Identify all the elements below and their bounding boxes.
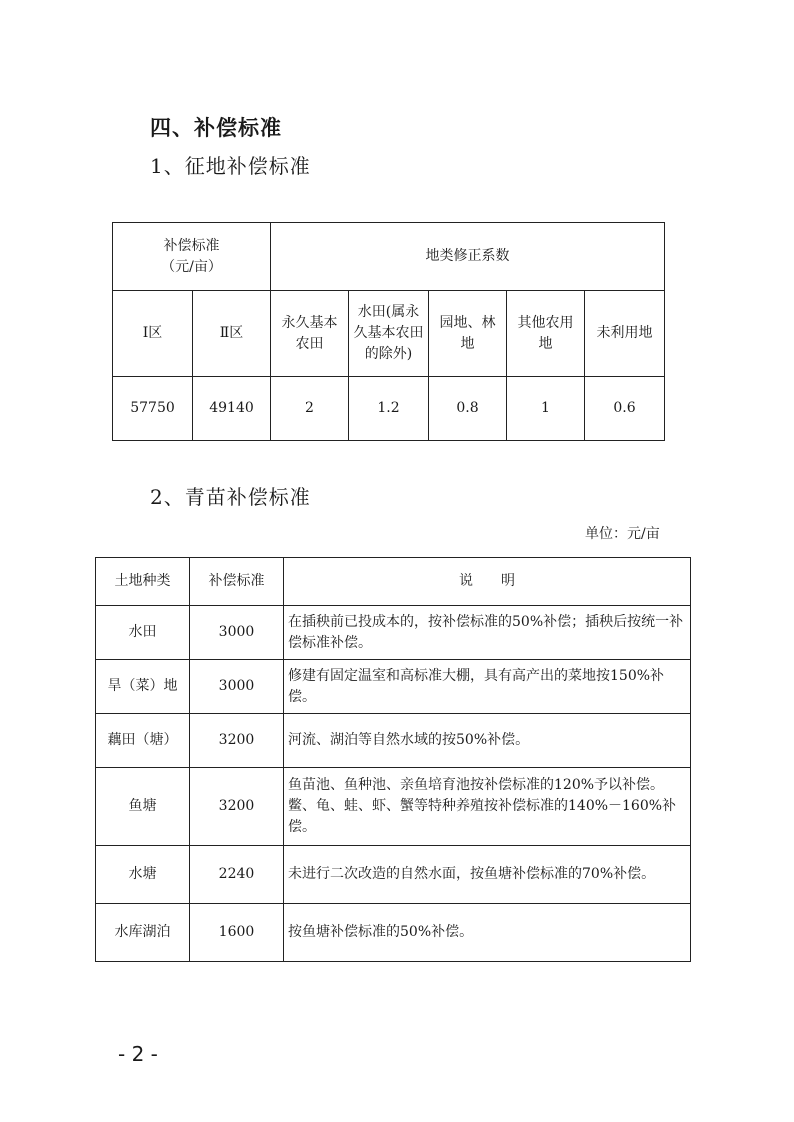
table-cell: 3000	[190, 660, 284, 714]
table-cell: 49140	[193, 377, 271, 441]
table-cell: 1600	[190, 904, 284, 962]
land-compensation-title: 1、征地补偿标准	[150, 154, 311, 178]
table-cell: 修建有固定温室和高标准大棚，具有高产出的菜地按150%补偿。	[284, 660, 691, 714]
table-cell: 水库湖泊	[96, 904, 190, 962]
standard-header-line1: 补偿标准	[163, 237, 220, 254]
column-header: 水田(属永久基本农田的除外)	[349, 291, 429, 377]
table-row	[96, 768, 691, 846]
column-header: 补偿标准	[190, 558, 284, 606]
table-cell: 57750	[113, 377, 193, 441]
standard-header-line2: （元/亩）	[161, 258, 222, 275]
table-cell: 水塘	[96, 846, 190, 904]
table-cell: 旱（菜）地	[96, 660, 190, 714]
table-row	[96, 846, 691, 904]
table-row	[96, 606, 691, 660]
table-cell: 3200	[190, 768, 284, 846]
table-cell: 在插秧前已投成本的，按补偿标准的50%补偿；插秧后按统一补偿标准补偿。	[284, 606, 691, 660]
table-cell: 0.6	[585, 377, 665, 441]
column-header: 土地种类	[96, 558, 190, 606]
table-cell: 2240	[190, 846, 284, 904]
column-header: 永久基本农田	[271, 291, 349, 377]
crop-compensation-table	[95, 557, 691, 962]
crop-compensation-title: 2、青苗补偿标准	[150, 485, 311, 509]
table-cell: 0.8	[429, 377, 507, 441]
column-header: 说 明	[284, 558, 691, 606]
page-number: - 2 -	[118, 1042, 158, 1066]
column-header: 未利用地	[585, 291, 665, 377]
column-header: Ⅱ区	[193, 291, 271, 377]
unit-label: 单位：元/亩	[585, 526, 660, 542]
table-cell: 按鱼塘补偿标准的50%补偿。	[284, 904, 691, 962]
table-row	[113, 291, 665, 377]
table-cell: 水田	[96, 606, 190, 660]
standard-header-cell	[113, 223, 271, 291]
table-cell: 3000	[190, 606, 284, 660]
column-header: 园地、林地	[429, 291, 507, 377]
table-cell: 藕田（塘）	[96, 714, 190, 768]
table-row	[113, 223, 665, 291]
table-row	[96, 660, 691, 714]
table-cell: 鱼塘	[96, 768, 190, 846]
coefficient-header-cell: 地类修正系数	[271, 223, 665, 291]
table-cell: 1.2	[349, 377, 429, 441]
table-cell: 2	[271, 377, 349, 441]
table-cell: 河流、湖泊等自然水域的按50%补偿。	[284, 714, 691, 768]
section-title: 四、补偿标准	[150, 116, 282, 140]
table-cell: 3200	[190, 714, 284, 768]
table-cell: 未进行二次改造的自然水面，按鱼塘补偿标准的70%补偿。	[284, 846, 691, 904]
column-header: 其他农用地	[507, 291, 585, 377]
table-row	[113, 377, 665, 441]
table-cell: 鱼苗池、鱼种池、亲鱼培育池按补偿标准的120%予以补偿。鳖、龟、蛙、虾、蟹等特种养殖按补偿标准的140%－160%补偿。	[284, 768, 691, 846]
table-row	[96, 558, 691, 606]
table-row	[96, 904, 691, 962]
table-row	[96, 714, 691, 768]
land-compensation-table	[112, 222, 665, 441]
column-header: Ⅰ区	[113, 291, 193, 377]
table-cell: 1	[507, 377, 585, 441]
